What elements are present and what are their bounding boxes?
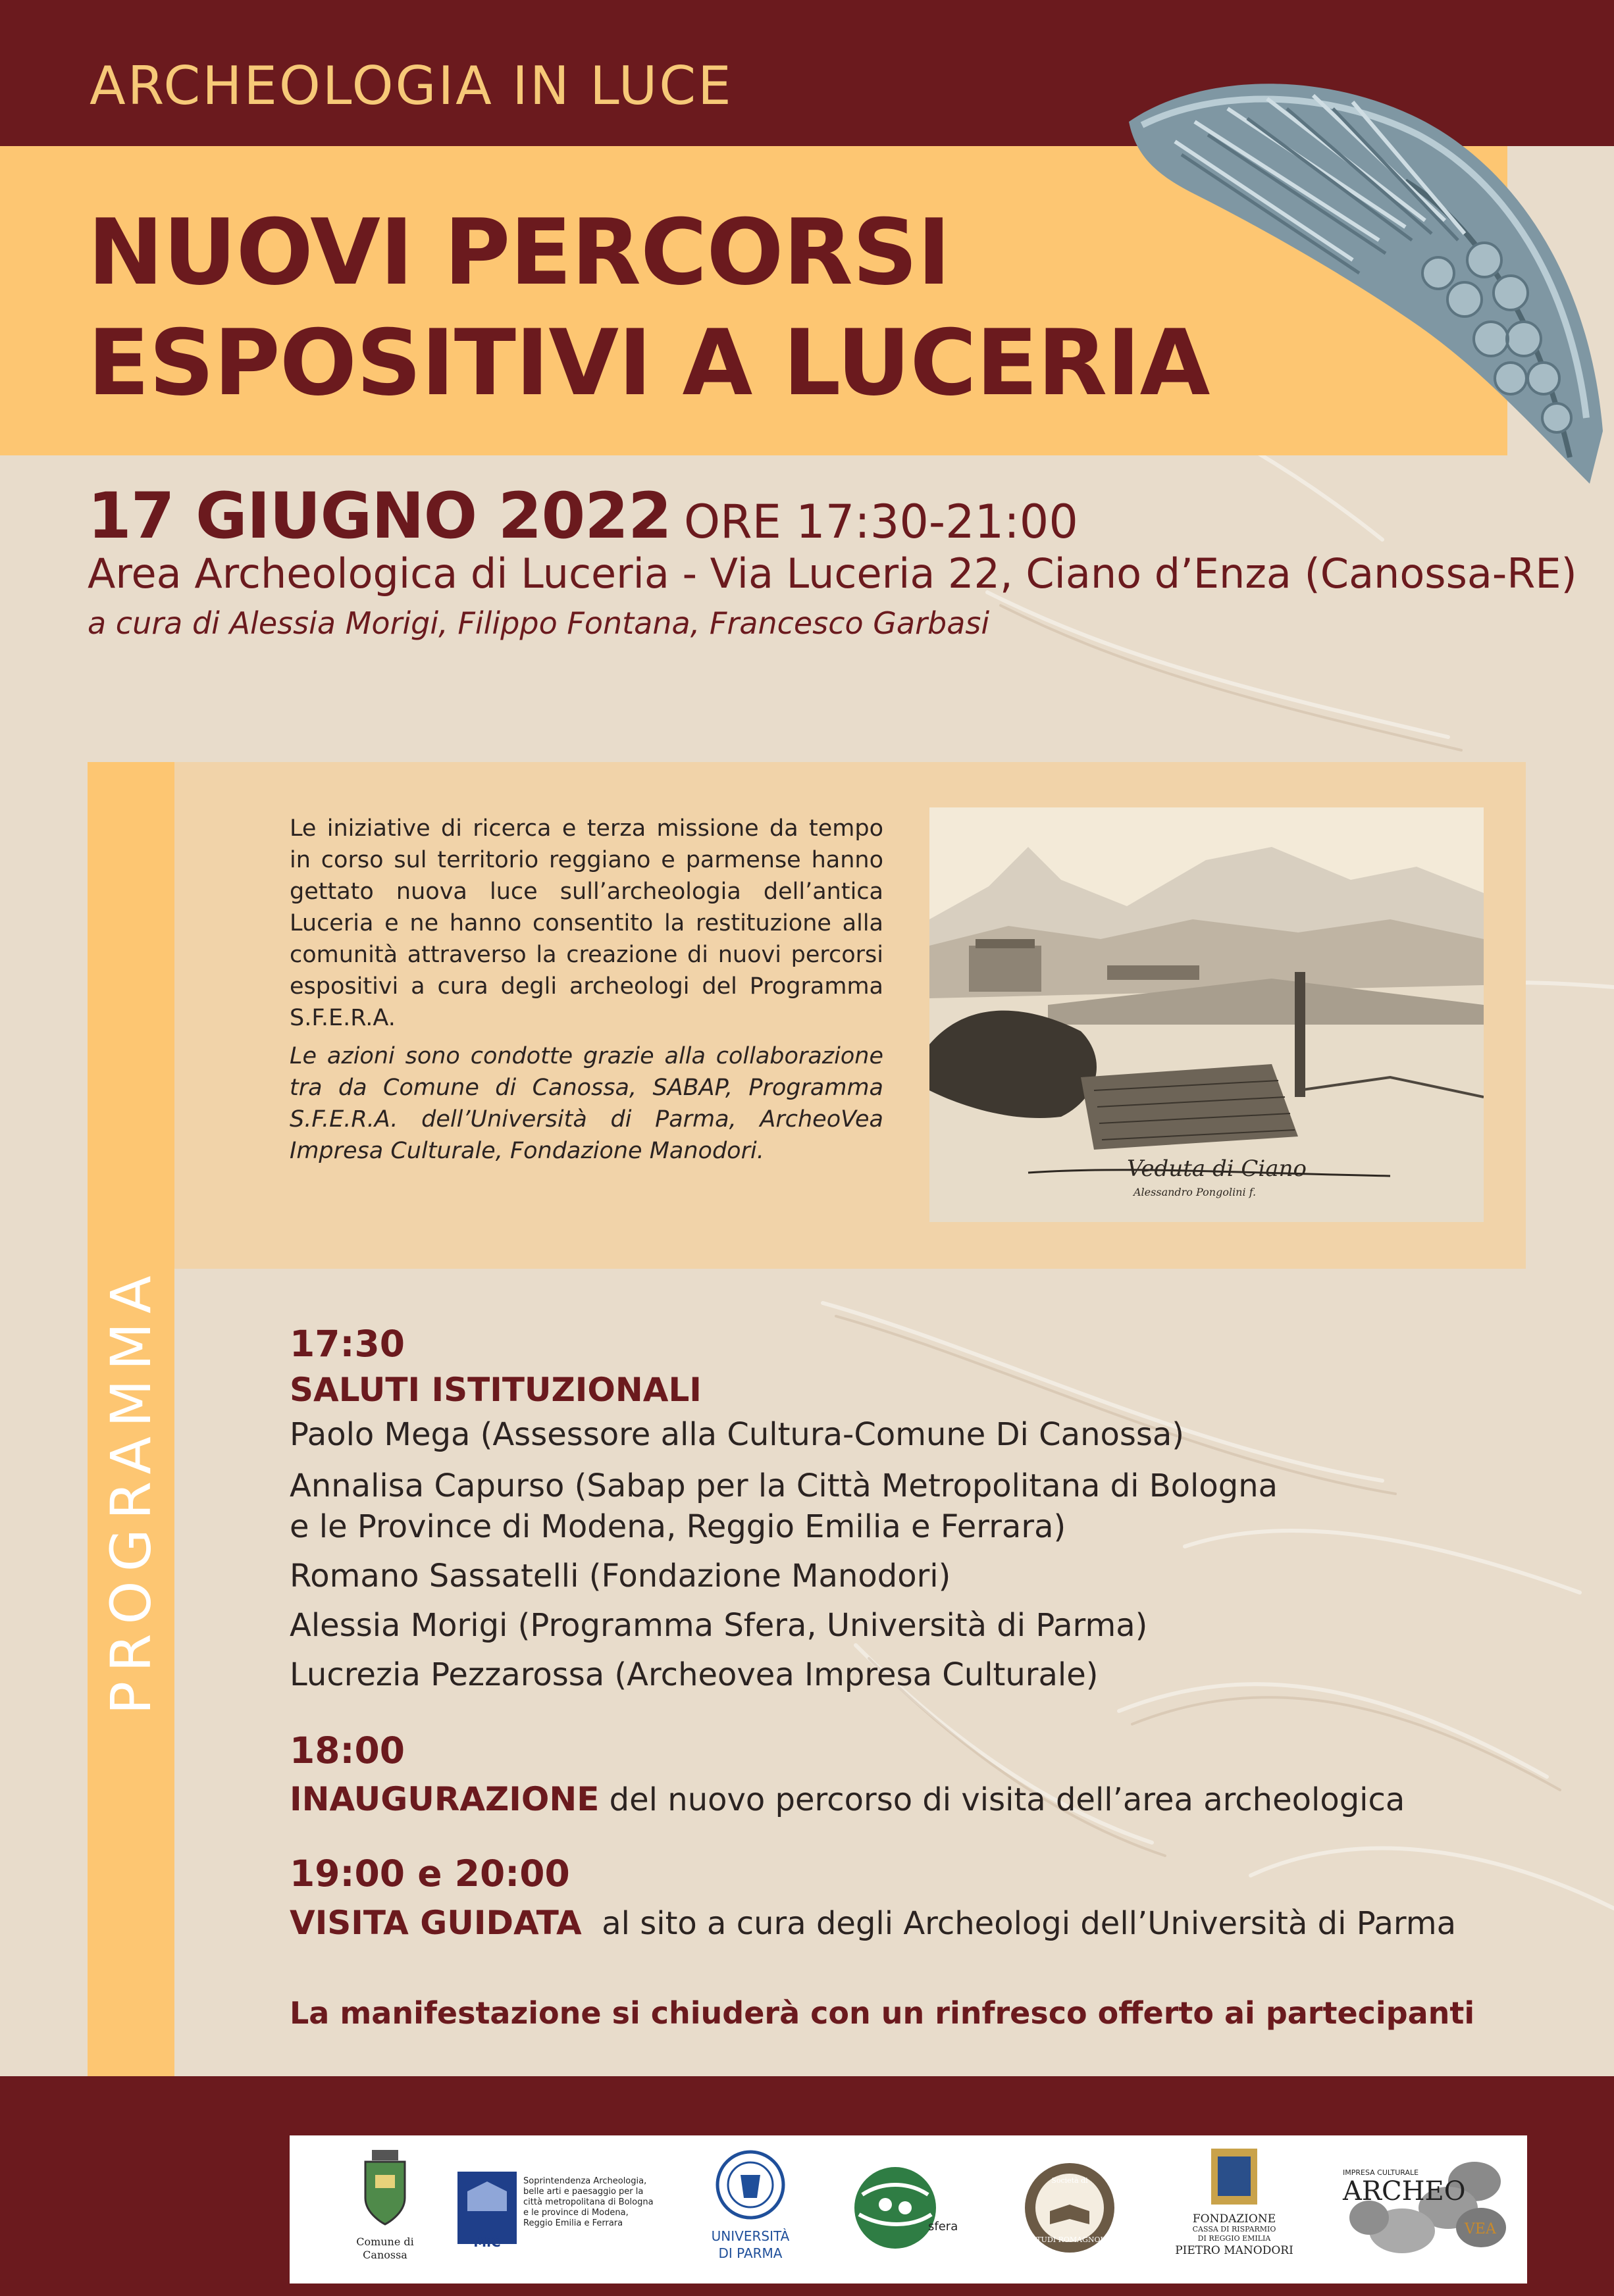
event-date-line xyxy=(88,479,1078,553)
mic-line: belle arti e paesaggio per la xyxy=(523,2187,644,2197)
archeovea-name-suffix: VEA xyxy=(1465,2221,1496,2237)
canossa-crest-icon xyxy=(336,2135,434,2234)
speaker-item: Romano Sassatelli (Fondazione Manodori) xyxy=(290,1558,951,1594)
event-curators: a cura di Alessia Morigi, Filippo Fontana, Francesco Garbasi xyxy=(88,605,990,641)
event-time: ORE 17:30-21:00 xyxy=(683,495,1078,549)
unipr-name-line2: DI PARMA xyxy=(718,2245,783,2261)
logo-universita-parma xyxy=(685,2135,816,2283)
logo-fondazione-manodori xyxy=(1175,2135,1293,2283)
speaker-item: Annalisa Capurso (Sabap per la Città Metropolitana di Bologna xyxy=(290,1467,1278,1504)
main-title xyxy=(88,197,1209,419)
unipr-seal-icon xyxy=(685,2135,816,2221)
slot2-text: del nuovo percorso di visita dell’area archeologica xyxy=(599,1781,1405,1818)
main-title-line1: NUOVI PERCORSI xyxy=(88,199,950,305)
logo-sfera xyxy=(849,2135,974,2283)
mic-mark-icon xyxy=(457,2172,517,2244)
canossa-name-line1: Comune di xyxy=(356,2235,414,2248)
logo-soprintendenza-mic xyxy=(457,2135,675,2283)
historical-sketch-image xyxy=(929,807,1484,1222)
event-venue: Area Archeologica di Luceria - Via Luceria 22, Ciano d’Enza (Canossa-RE) xyxy=(88,549,1577,598)
mic-line: Reggio Emilia e Ferrara xyxy=(523,2218,623,2228)
manodori-line1: FONDAZIONE xyxy=(1192,2212,1276,2226)
sketch-caption: Veduta di Ciano xyxy=(1127,1156,1307,1182)
intro-paragraph: Le iniziative di ricerca e terza missione da tempo in corso sul territorio reggiano e parmense hanno gettato nuova luce sull’archeologia dell’antica Luceria e ne hanno consentito la restituzione alla comunità attraverso la creazione di nuovi percorsi espositivi a cura degli archeologi del Programma S.F.E.R.A. xyxy=(290,815,883,1031)
logo-archeovea xyxy=(1343,2135,1514,2283)
sponsor-logo-strip xyxy=(290,2135,1527,2283)
mic-line: Soprintendenza Archeologia, xyxy=(523,2176,647,2186)
main-title-line2: ESPOSITIVI A LUCERIA xyxy=(88,310,1210,417)
manodori-line4: PIETRO MANODORI xyxy=(1175,2244,1293,2257)
program-vertical-label: PROGRAMMA xyxy=(99,1266,163,1715)
speaker-item-continued: e le Province di Modena, Reggio Emilia e Ferrara) xyxy=(290,1508,1066,1545)
mic-line: e le province di Modena, xyxy=(523,2208,629,2218)
slot3-line xyxy=(290,1904,1456,1942)
slot2-line xyxy=(290,1780,1405,1818)
slot2-time: 18:00 xyxy=(290,1729,405,1772)
speaker-item: Paolo Mega (Assessore alla Cultura-Comune Di Canossa) xyxy=(290,1416,1185,1453)
archeovea-name: ARCHEO xyxy=(1343,2176,1466,2207)
logo-comune-canossa xyxy=(336,2135,434,2283)
mic-acronym: MiC xyxy=(473,2234,501,2250)
stone-wing-image xyxy=(1116,63,1614,497)
intro-collaboration: Le azioni sono condotte grazie alla collaborazione tra da Comune di Canossa, SABAP, Programma S.F.E.R.A. dell’Università di Parma, ArcheoVea Impresa Culturale, Fondazione Manodori. xyxy=(290,1043,883,1164)
speaker-item: Alessia Morigi (Programma Sfera, Università di Parma) xyxy=(290,1607,1148,1644)
societa-name-top: Società di xyxy=(1051,2176,1088,2185)
slot2-title: INAUGURAZIONE xyxy=(290,1780,600,1818)
speaker-item: Lucrezia Pezzarossa (Archeovea Impresa Culturale) xyxy=(290,1656,1099,1693)
closing-note: La manifestazione si chiuderà con un rinfresco offerto ai partecipanti xyxy=(290,1995,1475,2031)
slot1-title: SALUTI ISTITUZIONALI xyxy=(290,1371,702,1409)
archeovea-tagline: IMPRESA CULTURALE xyxy=(1343,2168,1419,2177)
canossa-name-line2: Canossa xyxy=(363,2249,407,2261)
manodori-crest-icon xyxy=(1175,2135,1293,2208)
unipr-name-line1: UNIVERSITÀ xyxy=(711,2228,790,2244)
logo-societa-studi-romagnoli xyxy=(1020,2135,1119,2283)
slot3-title: VISITA GUIDATA xyxy=(290,1904,582,1942)
societa-name-bottom: STUDI ROMAGNOLI xyxy=(1031,2235,1108,2244)
mic-line: città metropolitana di Bologna xyxy=(523,2197,654,2207)
sketch-signature: Alessandro Pongolini f. xyxy=(1133,1186,1257,1198)
slot1-time: 17:30 xyxy=(290,1323,405,1365)
slot3-text: al sito a cura degli Archeologi dell’Università di Parma xyxy=(581,1905,1456,1942)
sfera-globe-icon xyxy=(849,2155,974,2260)
event-date: 17 GIUGNO 2022 xyxy=(88,479,671,553)
sfera-name: sfera xyxy=(928,2220,958,2233)
series-title: ARCHEOLOGIA IN LUCE xyxy=(90,55,733,116)
manodori-line3: DI REGGIO EMILIA xyxy=(1197,2234,1271,2243)
slot3-time: 19:00 e 20:00 xyxy=(290,1852,570,1895)
manodori-line2: CASSA DI RISPARMIO xyxy=(1192,2225,1276,2233)
intro-text xyxy=(290,813,883,1173)
